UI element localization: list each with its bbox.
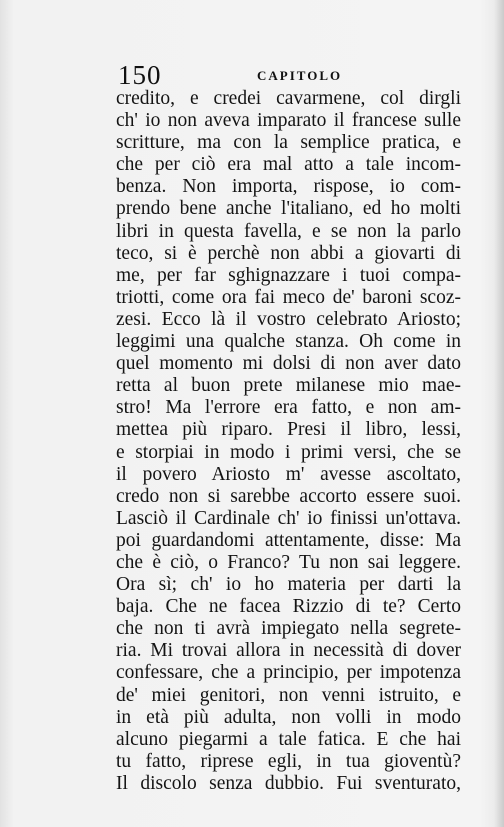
text-line: leggimi una qualche stanza. Oh come in bbox=[116, 331, 461, 353]
text-line: prendo bene anche l'italiano, ed ho molti bbox=[116, 198, 461, 220]
page-edge-shadow bbox=[494, 0, 504, 827]
page-number: 150 bbox=[118, 60, 162, 90]
running-head: CAPITOLO bbox=[257, 68, 343, 83]
text-line: che non ti avrà impiegato nella segrete- bbox=[116, 618, 461, 640]
text-line: benza. Non importa, rispose, io com- bbox=[116, 176, 461, 198]
text-line: Il discolo senza dubbio. Fui sventurato, bbox=[116, 772, 461, 794]
text-line: in età più adulta, non volli in modo bbox=[116, 706, 461, 728]
text-line: baja. Che ne facea Rizzio di te? Certo bbox=[116, 596, 461, 618]
text-line: che per ciò era mal atto a tale incom- bbox=[116, 154, 461, 176]
text-line: quel momento mi dolsi di non aver dato bbox=[116, 353, 461, 375]
text-line: credito, e credei cavarmene, col dirgli bbox=[116, 88, 461, 109]
text-line: che è ciò, o Franco? Tu non sai leggere. bbox=[116, 551, 461, 573]
text-line: credo non si sarebbe accorto essere suoi. bbox=[116, 485, 461, 507]
text-line: ch' io non aveva imparato il francese sulle bbox=[116, 110, 461, 132]
text-line: zesi. Ecco là il vostro celebrato Ariosto; bbox=[116, 308, 461, 330]
text-line: ria. Mi trovai allora in necessità di dover bbox=[116, 640, 461, 662]
text-line: Ora sì; ch' io ho materia per darti la bbox=[116, 574, 461, 596]
text-line: Lasciò il Cardinale ch' io finissi un'ottava. bbox=[116, 507, 461, 529]
text-line: tu fatto, riprese egli, in tua gioventù? bbox=[116, 750, 461, 772]
text-line: retta al buon prete milanese mio mae- bbox=[116, 375, 461, 397]
text-line: alcuno piegarmi a tale fatica. E che hai bbox=[116, 728, 461, 750]
text-line: teco, si è perchè non abbi a giovarti di bbox=[116, 242, 461, 264]
text-line: stro! Ma l'errore era fatto, e non am- bbox=[116, 397, 461, 419]
text-line: poi guardandomi attentamente, disse: Ma bbox=[116, 529, 461, 551]
text-line: confessare, che a principio, per impotenza bbox=[116, 662, 461, 684]
text-line: mettea più riparo. Presi il libro, lessi, bbox=[116, 419, 461, 441]
text-line: de' miei genitori, non venni istruito, e bbox=[116, 684, 461, 706]
text-line: il povero Ariosto m' avesse ascoltato, bbox=[116, 463, 461, 485]
page-header bbox=[118, 60, 458, 90]
text-line: me, per far sghignazzare i tuoi compa- bbox=[116, 264, 461, 286]
text-line: triotti, come ora fai meco de' baroni scoz- bbox=[116, 286, 461, 308]
text-line: scritture, ma con la semplice pratica, e bbox=[116, 132, 461, 154]
body-text bbox=[116, 88, 461, 795]
text-line: libri in questa favella, e se non la parlo bbox=[116, 220, 461, 242]
text-line: e storpiai in modo i primi versi, che se bbox=[116, 441, 461, 463]
